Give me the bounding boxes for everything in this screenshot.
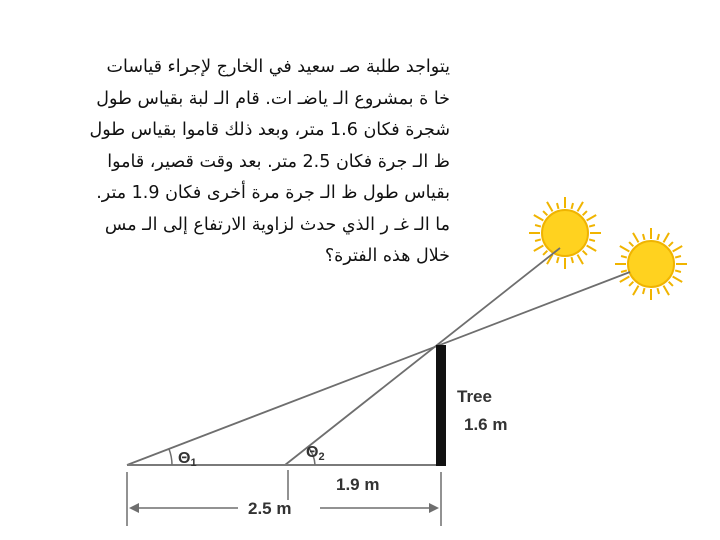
sun-ray [571,203,573,209]
problem-line: ظ الـ جرة فكان 2.5 متر. بعد وقت قصير، قاموا [107,151,450,172]
problem-line: يتواجد طلبة صـ سعيد في الخارج لإجراء قياسات [106,57,450,77]
sun-icon [615,228,687,300]
sun-ray [633,286,639,296]
sun-ray-line [127,272,630,465]
sun-icon [529,197,601,269]
angle-arc [169,449,172,465]
sun-ray [543,251,547,255]
sun-ray [543,211,547,215]
tree-label: Tree [457,387,492,406]
sun-ray [675,256,681,258]
sun-ray [557,203,559,209]
sun-ray [557,257,559,263]
sun-ray [643,288,645,294]
long-shadow-label: 2.5 m [248,499,292,518]
angle-2-label: Θ2 [306,444,325,463]
sun-ray [669,282,673,286]
sun-ray [583,211,587,215]
sun-ray [534,246,544,252]
sun-ray [664,233,670,243]
sun-ray [535,239,541,241]
sun-ray [620,246,630,252]
sun-ray [664,286,670,296]
sun-ray [629,242,633,246]
problem-line: خلال هذه الفترة؟ [324,246,450,266]
tree [436,345,446,466]
sun-ray [675,270,681,272]
sun-ray [669,242,673,246]
tree-height-label: 1.6 m [464,415,508,434]
problem-line: شجرة فكان 1.6 متر، وبعد ذلك قاموا بقياس طول [89,120,450,140]
sun-ray [643,234,645,240]
sun-ray-line [285,248,560,465]
sun-ray [621,256,627,258]
short-shadow-label: 1.9 m [336,475,380,494]
angle-1-label: Θ1 [178,450,197,469]
sun-ray [534,215,544,221]
sun-ray [535,225,541,227]
problem-line: ما الـ غـ ر الذي حدث لزاوية الارتفاع إلى الـ مس [104,214,450,235]
problem-line: خا ة بمشروع الـ ياضـ ات. قام الـ لبة بقياس طول [96,88,450,109]
sun-ray [587,246,597,252]
sun-ray [633,233,639,243]
sun-ray [629,282,633,286]
sun-ray [583,251,587,255]
sun-ray [578,202,584,212]
sun-ray [621,270,627,272]
sun-ray [673,246,683,252]
sun-ray [620,277,630,283]
arrow-head [129,503,139,513]
sun-ray [657,288,659,294]
sun-ray [578,255,584,265]
sun-ray [547,202,553,212]
sun-ray [657,234,659,240]
sun-ray [673,277,683,283]
problem-line: بقياس طول ظ الـ جرة مرة أخرى فكان 1.9 متر. [96,183,450,203]
arrow-head [429,503,439,513]
sun-ray [589,225,595,227]
sun-ray [587,215,597,221]
sun-ray [589,239,595,241]
sun-ray [571,257,573,263]
